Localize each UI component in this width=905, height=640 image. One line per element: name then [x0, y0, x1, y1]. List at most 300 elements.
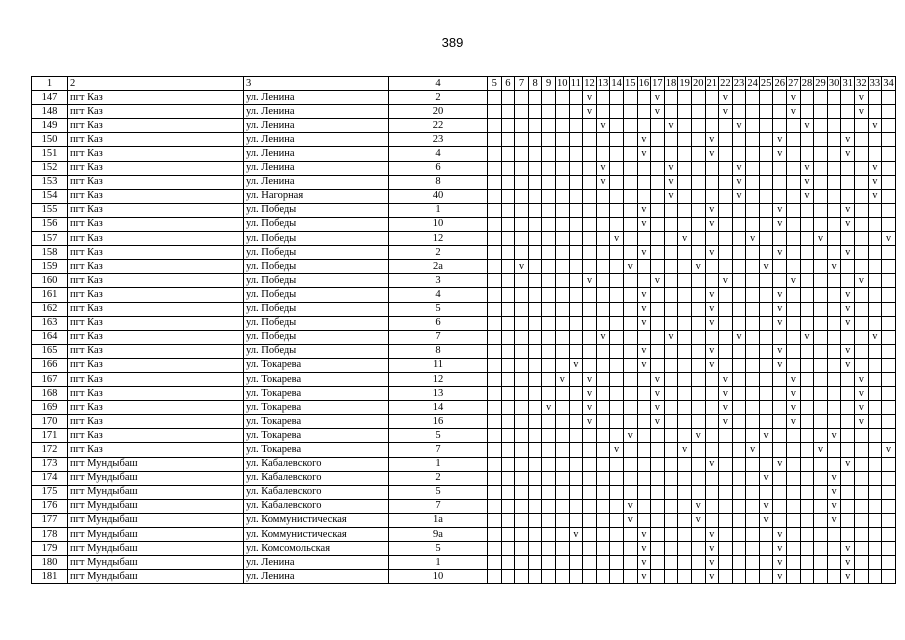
day-18-cell: [664, 105, 678, 119]
day-27-cell: [787, 316, 801, 330]
street-cell: ул. Токарева: [244, 415, 389, 429]
day-9-cell: [542, 203, 556, 217]
day-29-cell: [814, 288, 828, 302]
day-32-cell: v: [855, 372, 869, 386]
day-33-cell: [868, 457, 882, 471]
day-22-cell: [719, 119, 733, 133]
day-12-cell: [583, 189, 597, 203]
day-10-cell: v: [555, 372, 569, 386]
row-number-cell: 160: [32, 274, 68, 288]
day-16-cell: v: [637, 344, 651, 358]
locality-cell: пгт Каз: [68, 189, 244, 203]
day-29-cell: [814, 415, 828, 429]
day-26-cell: v: [773, 288, 787, 302]
day-24-cell: [746, 415, 760, 429]
header-col-28: 28: [800, 77, 814, 91]
day-7-cell: [515, 401, 529, 415]
day-25-cell: [759, 119, 773, 133]
locality-cell: пгт Мундыбаш: [68, 528, 244, 542]
day-13-cell: [596, 316, 610, 330]
row-number-cell: 172: [32, 443, 68, 457]
day-30-cell: [827, 372, 841, 386]
day-30-cell: [827, 415, 841, 429]
day-22-cell: [719, 246, 733, 260]
day-10-cell: [555, 330, 569, 344]
day-33-cell: [868, 358, 882, 372]
day-12-cell: [583, 330, 597, 344]
day-16-cell: [637, 274, 651, 288]
day-26-cell: v: [773, 133, 787, 147]
house-number-cell: 2: [389, 91, 488, 105]
header-col-14: 14: [610, 77, 624, 91]
day-27-cell: v: [787, 105, 801, 119]
day-25-cell: [759, 415, 773, 429]
day-8-cell: [528, 443, 542, 457]
day-15-cell: [623, 288, 637, 302]
row-number-cell: 159: [32, 260, 68, 274]
day-18-cell: [664, 217, 678, 231]
day-29-cell: [814, 302, 828, 316]
day-19-cell: [678, 415, 692, 429]
day-13-cell: [596, 443, 610, 457]
day-20-cell: [691, 246, 705, 260]
day-33-cell: [868, 387, 882, 401]
day-6-cell: [501, 556, 515, 570]
day-5-cell: [488, 528, 502, 542]
day-34-cell: [882, 485, 896, 499]
day-5-cell: [488, 260, 502, 274]
day-13-cell: [596, 457, 610, 471]
day-13-cell: [596, 513, 610, 527]
day-7-cell: [515, 246, 529, 260]
day-21-cell: [705, 471, 719, 485]
day-19-cell: [678, 429, 692, 443]
day-12-cell: [583, 232, 597, 246]
day-11-cell: [569, 344, 583, 358]
day-12-cell: [583, 203, 597, 217]
table-row: [32, 232, 896, 246]
day-12-cell: [583, 570, 597, 584]
day-29-cell: [814, 133, 828, 147]
day-11-cell: v: [569, 528, 583, 542]
day-14-cell: [610, 189, 624, 203]
day-32-cell: [855, 147, 869, 161]
day-18-cell: v: [664, 161, 678, 175]
day-24-cell: [746, 316, 760, 330]
house-number-cell: 1: [389, 203, 488, 217]
day-20-cell: [691, 119, 705, 133]
day-23-cell: [732, 471, 746, 485]
day-8-cell: [528, 344, 542, 358]
day-14-cell: [610, 147, 624, 161]
day-32-cell: [855, 358, 869, 372]
house-number-cell: 10: [389, 217, 488, 231]
header-col-34: 34: [882, 77, 896, 91]
day-20-cell: [691, 542, 705, 556]
row-number-cell: 171: [32, 429, 68, 443]
row-number-cell: 163: [32, 316, 68, 330]
day-21-cell: [705, 513, 719, 527]
day-15-cell: [623, 415, 637, 429]
day-16-cell: [637, 232, 651, 246]
day-23-cell: [732, 274, 746, 288]
day-25-cell: [759, 457, 773, 471]
day-31-cell: [841, 232, 855, 246]
day-34-cell: [882, 542, 896, 556]
day-24-cell: [746, 542, 760, 556]
day-27-cell: [787, 443, 801, 457]
day-30-cell: v: [827, 485, 841, 499]
day-8-cell: [528, 260, 542, 274]
day-22-cell: [719, 443, 733, 457]
day-17-cell: [651, 147, 665, 161]
day-5-cell: [488, 542, 502, 556]
day-33-cell: v: [868, 189, 882, 203]
day-28-cell: [800, 485, 814, 499]
day-21-cell: v: [705, 570, 719, 584]
day-13-cell: [596, 542, 610, 556]
day-11-cell: [569, 232, 583, 246]
day-12-cell: [583, 133, 597, 147]
day-19-cell: [678, 302, 692, 316]
day-9-cell: [542, 147, 556, 161]
house-number-cell: 5: [389, 542, 488, 556]
day-33-cell: v: [868, 175, 882, 189]
day-11-cell: [569, 302, 583, 316]
day-34-cell: [882, 429, 896, 443]
day-10-cell: [555, 344, 569, 358]
day-5-cell: [488, 372, 502, 386]
house-number-cell: 5: [389, 302, 488, 316]
day-26-cell: [773, 387, 787, 401]
day-29-cell: [814, 147, 828, 161]
table-row: [32, 457, 896, 471]
day-26-cell: [773, 232, 787, 246]
day-30-cell: [827, 161, 841, 175]
day-18-cell: [664, 570, 678, 584]
day-15-cell: [623, 542, 637, 556]
day-28-cell: [800, 542, 814, 556]
day-34-cell: [882, 302, 896, 316]
day-9-cell: [542, 232, 556, 246]
day-13-cell: [596, 288, 610, 302]
day-34-cell: [882, 119, 896, 133]
day-32-cell: [855, 429, 869, 443]
locality-cell: пгт Каз: [68, 246, 244, 260]
day-25-cell: v: [759, 499, 773, 513]
day-13-cell: [596, 358, 610, 372]
house-number-cell: 10: [389, 570, 488, 584]
day-17-cell: v: [651, 387, 665, 401]
day-33-cell: [868, 542, 882, 556]
day-26-cell: v: [773, 147, 787, 161]
day-22-cell: [719, 528, 733, 542]
day-19-cell: [678, 513, 692, 527]
day-19-cell: [678, 133, 692, 147]
day-14-cell: [610, 401, 624, 415]
day-9-cell: [542, 260, 556, 274]
day-8-cell: [528, 288, 542, 302]
day-10-cell: [555, 570, 569, 584]
day-19-cell: [678, 161, 692, 175]
day-27-cell: [787, 203, 801, 217]
day-17-cell: [651, 499, 665, 513]
day-20-cell: v: [691, 260, 705, 274]
day-13-cell: v: [596, 161, 610, 175]
day-34-cell: [882, 387, 896, 401]
day-20-cell: [691, 133, 705, 147]
day-5-cell: [488, 246, 502, 260]
day-17-cell: [651, 443, 665, 457]
day-31-cell: v: [841, 570, 855, 584]
day-24-cell: [746, 302, 760, 316]
day-6-cell: [501, 457, 515, 471]
day-12-cell: [583, 217, 597, 231]
day-16-cell: [637, 443, 651, 457]
header-col-30: 30: [827, 77, 841, 91]
day-29-cell: [814, 175, 828, 189]
day-28-cell: [800, 372, 814, 386]
day-32-cell: [855, 316, 869, 330]
day-14-cell: [610, 316, 624, 330]
day-11-cell: [569, 471, 583, 485]
day-15-cell: [623, 217, 637, 231]
day-34-cell: [882, 133, 896, 147]
day-11-cell: [569, 147, 583, 161]
day-21-cell: [705, 91, 719, 105]
table-row: [32, 302, 896, 316]
day-14-cell: [610, 528, 624, 542]
day-33-cell: [868, 316, 882, 330]
locality-cell: пгт Каз: [68, 175, 244, 189]
day-24-cell: [746, 330, 760, 344]
day-8-cell: [528, 499, 542, 513]
day-11-cell: [569, 415, 583, 429]
day-21-cell: v: [705, 288, 719, 302]
day-24-cell: v: [746, 443, 760, 457]
day-34-cell: [882, 161, 896, 175]
day-33-cell: [868, 401, 882, 415]
day-27-cell: [787, 471, 801, 485]
day-29-cell: [814, 513, 828, 527]
header-col-6: 6: [501, 77, 515, 91]
day-23-cell: [732, 91, 746, 105]
day-23-cell: v: [732, 119, 746, 133]
row-number-cell: 164: [32, 330, 68, 344]
header-col-25: 25: [759, 77, 773, 91]
day-23-cell: [732, 105, 746, 119]
day-14-cell: [610, 274, 624, 288]
day-26-cell: [773, 119, 787, 133]
day-26-cell: v: [773, 358, 787, 372]
table-row: [32, 471, 896, 485]
day-19-cell: [678, 401, 692, 415]
day-10-cell: [555, 260, 569, 274]
day-33-cell: v: [868, 330, 882, 344]
day-22-cell: [719, 485, 733, 499]
day-26-cell: [773, 91, 787, 105]
day-24-cell: [746, 133, 760, 147]
day-16-cell: [637, 471, 651, 485]
day-33-cell: [868, 274, 882, 288]
day-19-cell: [678, 542, 692, 556]
day-11-cell: [569, 105, 583, 119]
day-24-cell: [746, 372, 760, 386]
day-8-cell: [528, 232, 542, 246]
day-16-cell: v: [637, 528, 651, 542]
day-28-cell: [800, 401, 814, 415]
day-6-cell: [501, 513, 515, 527]
street-cell: ул. Токарева: [244, 443, 389, 457]
table-row: [32, 274, 896, 288]
day-12-cell: [583, 513, 597, 527]
day-33-cell: [868, 232, 882, 246]
day-16-cell: [637, 161, 651, 175]
day-10-cell: [555, 246, 569, 260]
locality-cell: пгт Каз: [68, 232, 244, 246]
day-23-cell: [732, 570, 746, 584]
day-20-cell: [691, 401, 705, 415]
day-32-cell: [855, 570, 869, 584]
day-27-cell: [787, 217, 801, 231]
day-16-cell: [637, 372, 651, 386]
street-cell: ул. Ленина: [244, 175, 389, 189]
day-13-cell: [596, 387, 610, 401]
day-15-cell: [623, 133, 637, 147]
day-7-cell: [515, 274, 529, 288]
day-11-cell: [569, 217, 583, 231]
day-6-cell: [501, 175, 515, 189]
day-14-cell: [610, 203, 624, 217]
day-30-cell: [827, 556, 841, 570]
day-6-cell: [501, 203, 515, 217]
day-27-cell: v: [787, 387, 801, 401]
day-34-cell: [882, 358, 896, 372]
day-22-cell: [719, 429, 733, 443]
day-19-cell: [678, 147, 692, 161]
street-cell: ул. Победы: [244, 260, 389, 274]
day-27-cell: [787, 161, 801, 175]
day-12-cell: v: [583, 415, 597, 429]
day-29-cell: v: [814, 232, 828, 246]
day-18-cell: [664, 372, 678, 386]
street-cell: ул. Токарева: [244, 429, 389, 443]
house-number-cell: 7: [389, 443, 488, 457]
day-18-cell: [664, 457, 678, 471]
day-9-cell: [542, 344, 556, 358]
day-5-cell: [488, 401, 502, 415]
locality-cell: пгт Каз: [68, 133, 244, 147]
day-20-cell: [691, 288, 705, 302]
day-33-cell: [868, 528, 882, 542]
locality-cell: пгт Каз: [68, 302, 244, 316]
day-7-cell: v: [515, 260, 529, 274]
table-row: [32, 260, 896, 274]
street-cell: ул. Ленина: [244, 133, 389, 147]
header-col-12: 12: [583, 77, 597, 91]
day-20-cell: [691, 457, 705, 471]
day-28-cell: v: [800, 330, 814, 344]
day-20-cell: [691, 471, 705, 485]
table-row: [32, 570, 896, 584]
day-10-cell: [555, 91, 569, 105]
day-22-cell: [719, 133, 733, 147]
day-31-cell: [841, 443, 855, 457]
day-19-cell: v: [678, 443, 692, 457]
table-row: [32, 316, 896, 330]
day-30-cell: [827, 302, 841, 316]
street-cell: ул. Ленина: [244, 161, 389, 175]
day-31-cell: [841, 105, 855, 119]
day-6-cell: [501, 316, 515, 330]
day-6-cell: [501, 443, 515, 457]
day-33-cell: v: [868, 161, 882, 175]
day-15-cell: [623, 443, 637, 457]
day-9-cell: [542, 443, 556, 457]
day-25-cell: [759, 443, 773, 457]
day-7-cell: [515, 528, 529, 542]
day-17-cell: [651, 358, 665, 372]
day-17-cell: [651, 528, 665, 542]
day-11-cell: [569, 387, 583, 401]
day-15-cell: [623, 316, 637, 330]
day-14-cell: [610, 175, 624, 189]
day-8-cell: [528, 570, 542, 584]
day-29-cell: v: [814, 443, 828, 457]
day-15-cell: [623, 485, 637, 499]
day-26-cell: [773, 175, 787, 189]
street-cell: ул. Ленина: [244, 119, 389, 133]
house-number-cell: 1: [389, 457, 488, 471]
day-32-cell: v: [855, 387, 869, 401]
day-32-cell: [855, 119, 869, 133]
day-19-cell: [678, 358, 692, 372]
day-29-cell: [814, 556, 828, 570]
day-17-cell: [651, 217, 665, 231]
day-23-cell: [732, 513, 746, 527]
row-number-cell: 173: [32, 457, 68, 471]
day-15-cell: [623, 105, 637, 119]
day-21-cell: v: [705, 457, 719, 471]
day-18-cell: [664, 316, 678, 330]
day-28-cell: [800, 570, 814, 584]
day-34-cell: v: [882, 232, 896, 246]
day-28-cell: [800, 358, 814, 372]
day-18-cell: [664, 387, 678, 401]
day-6-cell: [501, 189, 515, 203]
day-21-cell: [705, 443, 719, 457]
day-29-cell: [814, 91, 828, 105]
day-19-cell: [678, 485, 692, 499]
day-19-cell: [678, 471, 692, 485]
day-17-cell: [651, 570, 665, 584]
day-8-cell: [528, 387, 542, 401]
day-23-cell: [732, 429, 746, 443]
day-18-cell: [664, 274, 678, 288]
day-33-cell: [868, 499, 882, 513]
day-17-cell: v: [651, 415, 665, 429]
table-row: [32, 387, 896, 401]
day-5-cell: [488, 499, 502, 513]
day-28-cell: [800, 232, 814, 246]
day-13-cell: [596, 429, 610, 443]
day-19-cell: [678, 344, 692, 358]
day-12-cell: [583, 288, 597, 302]
header-col-18: 18: [664, 77, 678, 91]
day-16-cell: [637, 387, 651, 401]
day-21-cell: [705, 499, 719, 513]
day-9-cell: [542, 485, 556, 499]
